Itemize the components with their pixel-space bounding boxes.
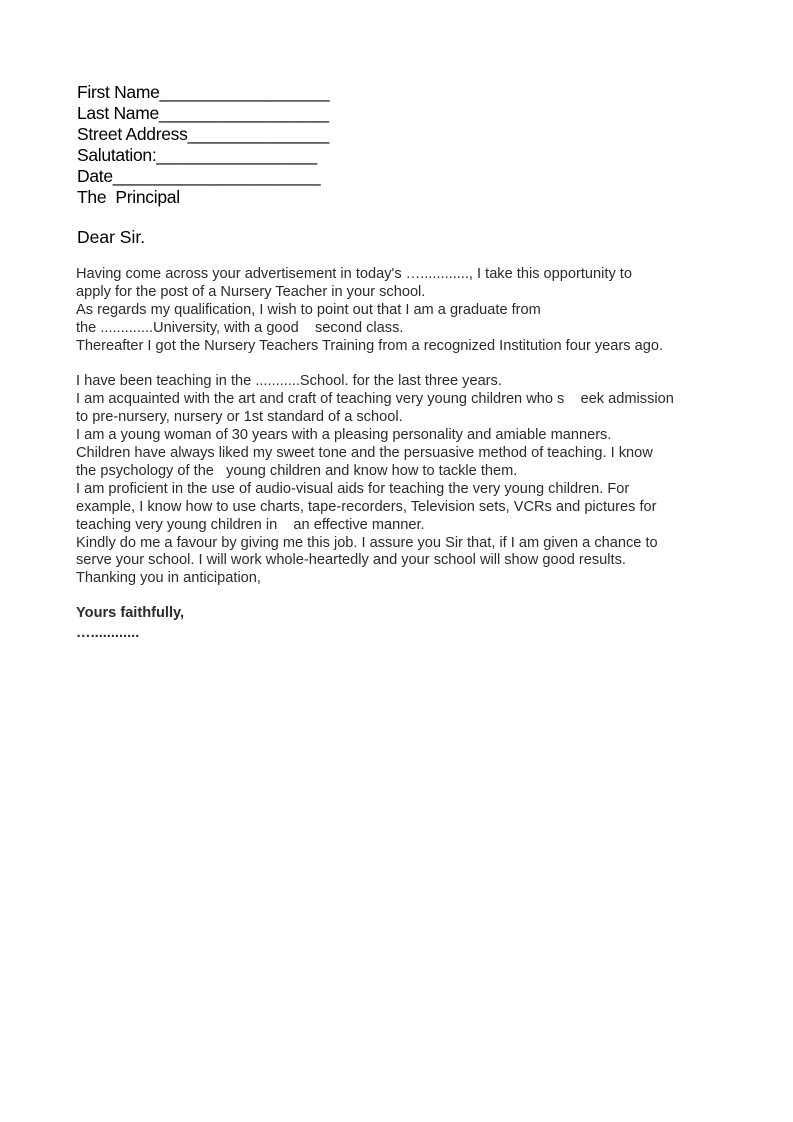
paragraph-intro <box>76 266 726 356</box>
body-line: the .............University, with a good second class. <box>76 319 404 336</box>
body-line: I am acquainted with the art and craft of teaching very young children who s eek admission <box>76 391 674 408</box>
body-line: apply for the post of a Nursery Teacher in your school. <box>76 283 426 300</box>
body-line: I am proficient in the use of audio-visual aids for teaching the very young children. For <box>76 480 630 497</box>
body-line: Thanking you in anticipation, <box>76 570 261 587</box>
letter-body <box>76 266 726 588</box>
body-line: Thereafter I got the Nursery Teachers Training from a recognized Institution four years ago. <box>76 337 664 354</box>
closing-block <box>76 603 184 643</box>
paragraph-spacer <box>76 356 726 374</box>
body-line: Children have always liked my sweet tone and the persuasive method of teaching. I know <box>76 445 653 462</box>
last-name-line: Last Name__________________ <box>77 103 329 123</box>
body-line: Kindly do me a favour by giving me this job. I assure you Sir that, if I am given a chance to <box>76 534 658 551</box>
first-name-line: First Name__________________ <box>77 82 330 102</box>
sender-details-block <box>77 82 329 208</box>
body-line: As regards my qualification, I wish to point out that I am a graduate from <box>76 301 541 318</box>
signoff: Yours faithfully, <box>76 605 185 621</box>
body-line: I am a young woman of 30 years with a pleasing personality and amiable manners. <box>76 427 612 444</box>
body-line: Having come across your advertisement in today's …............, I take this opportunity to <box>76 266 632 282</box>
body-line: I have been teaching in the ...........School. for the last three years. <box>76 373 502 390</box>
body-line: to pre-nursery, nursery or 1st standard of a school. <box>76 409 403 426</box>
greeting: Dear Sir. <box>77 227 146 247</box>
body-line: teaching very young children in an effective manner. <box>76 516 425 533</box>
body-line: example, I know how to use charts, tape-recorders, Television sets, VCRs and pictures for <box>76 498 657 515</box>
date-line: Date______________________ <box>77 166 321 186</box>
body-line: the psychology of the young children and know how to tackle them. <box>76 462 518 479</box>
salutation-line: Salutation:_________________ <box>77 145 317 165</box>
paragraph-experience <box>76 373 726 588</box>
signature-placeholder: …............ <box>76 625 140 641</box>
recipient-line: The Principal <box>77 187 180 207</box>
street-address-line: Street Address_______________ <box>77 124 330 144</box>
body-line: serve your school. I will work whole-heartedly and your school will show good results. <box>76 552 626 569</box>
